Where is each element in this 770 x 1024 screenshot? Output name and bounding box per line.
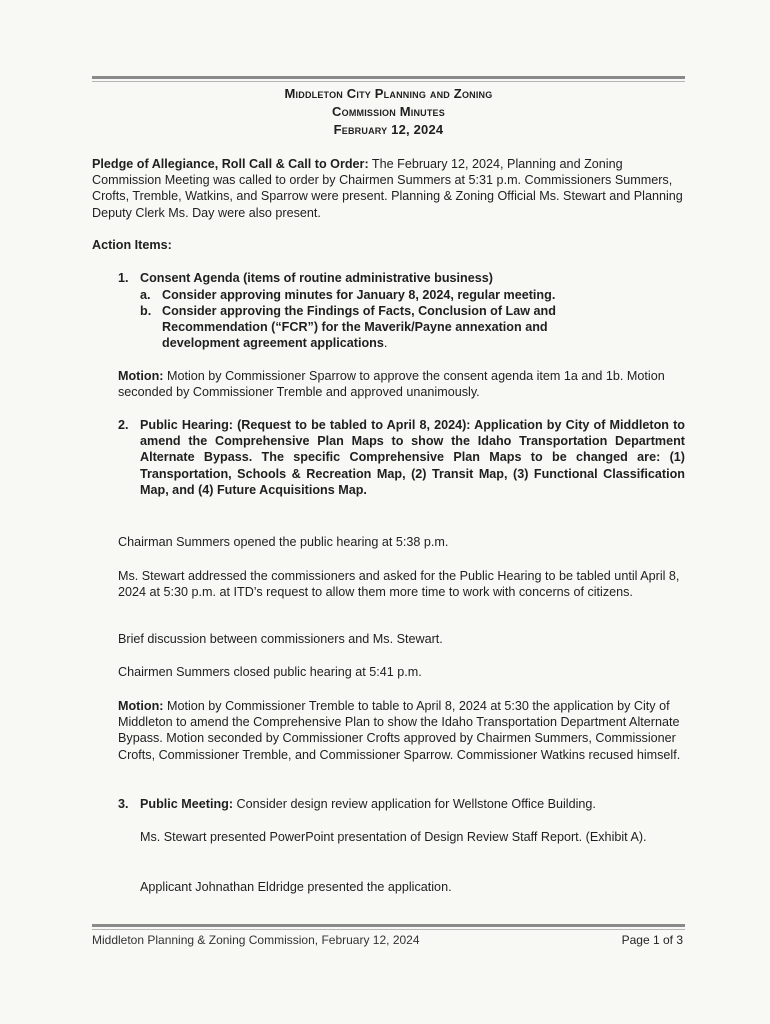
footer-rule [92, 924, 685, 927]
item-3-text: Consider design review application for Wellstone Office Building. [233, 797, 596, 811]
item-1a-letter: a. [140, 288, 151, 302]
item-3-label: Public Meeting: [140, 797, 234, 811]
header-rule-thin [92, 81, 685, 82]
item-2-paragraph-4: Chairmen Summers closed public hearing at 5:41 p.m. [118, 665, 422, 679]
item-2-number: 2. [118, 418, 129, 432]
item-1-motion-text: Motion by Commissioner Sparrow to approve the consent agenda item 1a and 1b. Motion seconded by Commissioner Tremble and approved unanimously. [118, 369, 665, 400]
footer-title: Middleton Planning & Zoning Commission, February 12, 2024 [92, 933, 420, 947]
title-line-1: Middleton City Planning and Zoning [284, 86, 493, 101]
document-title [92, 85, 685, 139]
item-1-motion [118, 368, 685, 400]
item-2-paragraph-3: Brief discussion between commissioners and Ms. Stewart. [118, 632, 443, 646]
pledge-paragraph [92, 156, 686, 221]
page-number: Page 1 of 3 [621, 933, 683, 947]
item-1b-end: . [383, 336, 388, 351]
item-2-title: Public Hearing: (Request to be tabled to April 8, 2024): Application by City of Middleton to amend the Comprehensive Plan Maps to show the Idaho Transportation Department Alternate Bypass. The specific Comprehensive Plan Maps to be changed are: (1) Transportation, Schools & Recreation Map, (2) Transit Map, (3) Functional Classification Map, and (4) Future Acquisitions Map. [140, 418, 685, 497]
item-1-title: Consent Agenda (items of routine administrative business) [140, 271, 493, 285]
item-2-motion-text: Motion by Commissioner Tremble to table to April 8, 2024 at 5:30 the application by City of Middleton to amend the Comprehensive Plan to show the Idaho Transportation Department Alternate Bypass. Motion seconded by Commissioner Crofts approved by Chairmen Summers, Commissioner Crofts, Commissioner Tremble, and Commissioner Sparrow. Commissioner Watkins recused himself. [118, 699, 681, 762]
action-items-heading: Action Items: [92, 238, 172, 252]
item-1-motion-label: Motion: [118, 369, 164, 383]
header-rule [92, 76, 685, 79]
footer-rule-thin [92, 929, 685, 930]
item-1b-body: Consider approving the Findings of Facts, Conclusion of Law and Recommendation (“FCR”) for the Maverik/Payne annexation and development agreement applications [162, 304, 556, 351]
item-1-number: 1. [118, 271, 129, 285]
title-line-3: February 12, 2024 [333, 122, 444, 137]
pledge-label: Pledge of Allegiance, Roll Call & Call to Order: [92, 157, 369, 171]
pledge-text: The February 12, 2024, Planning and Zoning Commission Meeting was called to order by Chairmen Summers at 5:31 p.m. Commissioners Summers, Crofts, Tremble, Watkins, and Sparrow were present. Planning & Zoning Official Ms. Stewart and Planning Deputy Clerk Ms. Day were also present. [92, 157, 683, 220]
item-1a-text: Consider approving minutes for January 8, 2024, regular meeting. [162, 288, 556, 302]
item-2-paragraph-1: Chairman Summers opened the public hearing at 5:38 p.m. [118, 535, 449, 549]
item-2-motion-label: Motion: [118, 699, 164, 713]
item-2-motion [118, 698, 685, 763]
item-1b-letter: b. [140, 304, 152, 318]
item-3-paragraph-1: Ms. Stewart presented PowerPoint presentation of Design Review Staff Report. (Exhibit A). [140, 830, 647, 844]
item-3-number: 3. [118, 797, 129, 811]
title-line-2: Commission Minutes [332, 104, 445, 119]
item-2-paragraph-2: Ms. Stewart addressed the commissioners and asked for the Public Hearing to be tabled until April 8, 2024 at 5:30 p.m. at ITD’s request to allow them more time to work with concerns of citizens. [118, 569, 680, 600]
item-3-heading [140, 796, 685, 812]
item-3-paragraph-2: Applicant Johnathan Eldridge presented the application. [140, 880, 452, 894]
item-1b-text [162, 303, 612, 352]
